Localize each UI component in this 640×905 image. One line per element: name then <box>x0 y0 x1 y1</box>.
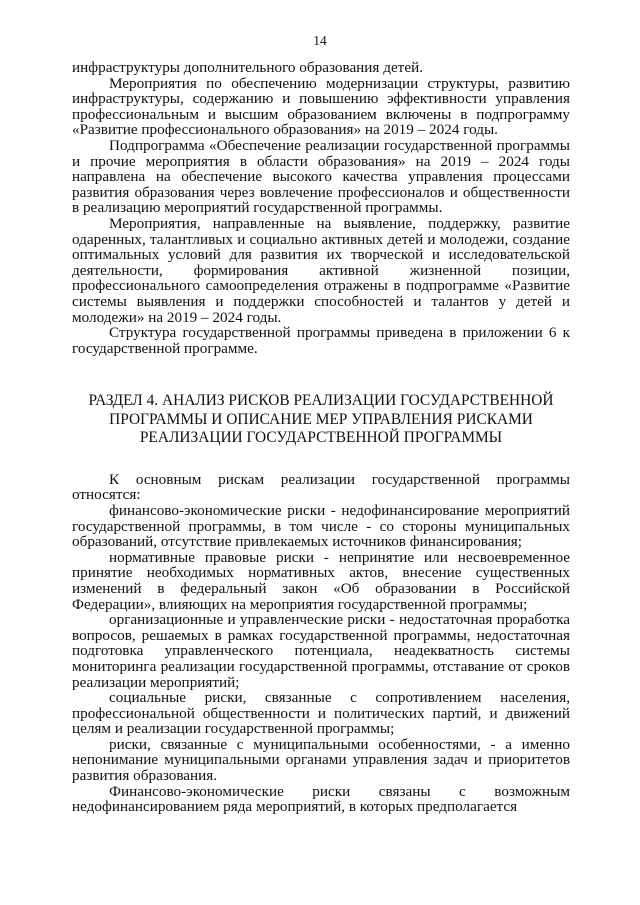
paragraph: финансово-экономические риски - недофинансирование мероприятий государственной программы, в том числе - со стороны муниципальных образований, отсутствие привлекаемых источников финансирования; <box>72 501 570 551</box>
section-heading <box>72 392 570 448</box>
page-number: 14 <box>313 33 327 48</box>
paragraph: организационные и управленческие риски - недостаточная проработка вопросов, решаемых в рамках государственной программы, недостаточная подготовка управленческого потенциала, неадекватность системы мониторинга реализации государственной программы, отставание от сроков реализации мероприятий; <box>72 611 570 691</box>
paragraph: инфраструктуры дополнительного образования детей. <box>72 59 423 76</box>
paragraph: нормативные правовые риски - непринятие или несвоевременное принятие необходимых нормативных актов, внесение существенных изменений в федеральный закон «Об образовании в Российской Федерации», влияющих на мероприятия государственной программы; <box>72 548 570 613</box>
paragraph: К основным рискам реализации государственной программы относятся: <box>72 470 570 504</box>
paragraph: риски, связанные с муниципальными особенностями, - а именно непонимание муниципальными органами управления задач и приоритетов развития образования. <box>72 735 570 785</box>
section-heading-line: ПРОГРАММЫ И ОПИСАНИЕ МЕР УПРАВЛЕНИЯ РИСКАМИ <box>109 410 533 428</box>
paragraph: социальные риски, связанные с сопротивлением населения, профессиональной общественности и политических партий, и движений целям и реализации государственной программы; <box>72 689 570 738</box>
paragraph: Подпрограмма «Обеспечение реализации государственной программы и прочие мероприятия в области образования» на 2019 – 2024 годы направлена на обеспечение высокого качества управления процессами развития образования через вовлечение профессионалов и общественности в реализацию мероприятий государственной программы. <box>72 136 570 217</box>
document-body <box>72 60 570 815</box>
paragraph: Финансово-экономические риски связаны с возможным недофинансированием ряда мероприятий, в которых предполагается <box>72 782 570 816</box>
section-heading-line: РЕАЛИЗАЦИИ ГОСУДАРСТВЕННОЙ ПРОГРАММЫ <box>139 429 503 447</box>
paragraph: Мероприятия, направленные на выявление, поддержку, развитие одаренных, талантливых и социально активных детей и молодежи, создание оптимальных условий для развития их творческой и исследовательской деятельности, формирования активной жизненной позиции, профессионального самоопределения отражены в подпрограмме «Развитие системы выявления и поддержки способностей и талантов у детей и молодежи» на 2019 – 2024 годы. <box>72 214 570 326</box>
section-heading-line: РАЗДЕЛ 4. АНАЛИЗ РИСКОВ РЕАЛИЗАЦИИ ГОСУДАРСТВЕННОЙ <box>88 392 554 410</box>
paragraph: Мероприятия по обеспечению модернизации структуры, развитию инфраструктуры, содержанию и повышению эффективности управления профессиональным и высшим образованием включены в подпрограмму «Развитие профессионального образования» на 2019 – 2024 годы. <box>72 74 570 139</box>
paragraph: Структура государственной программы приведена в приложении 6 к государственной программе. <box>72 324 570 357</box>
